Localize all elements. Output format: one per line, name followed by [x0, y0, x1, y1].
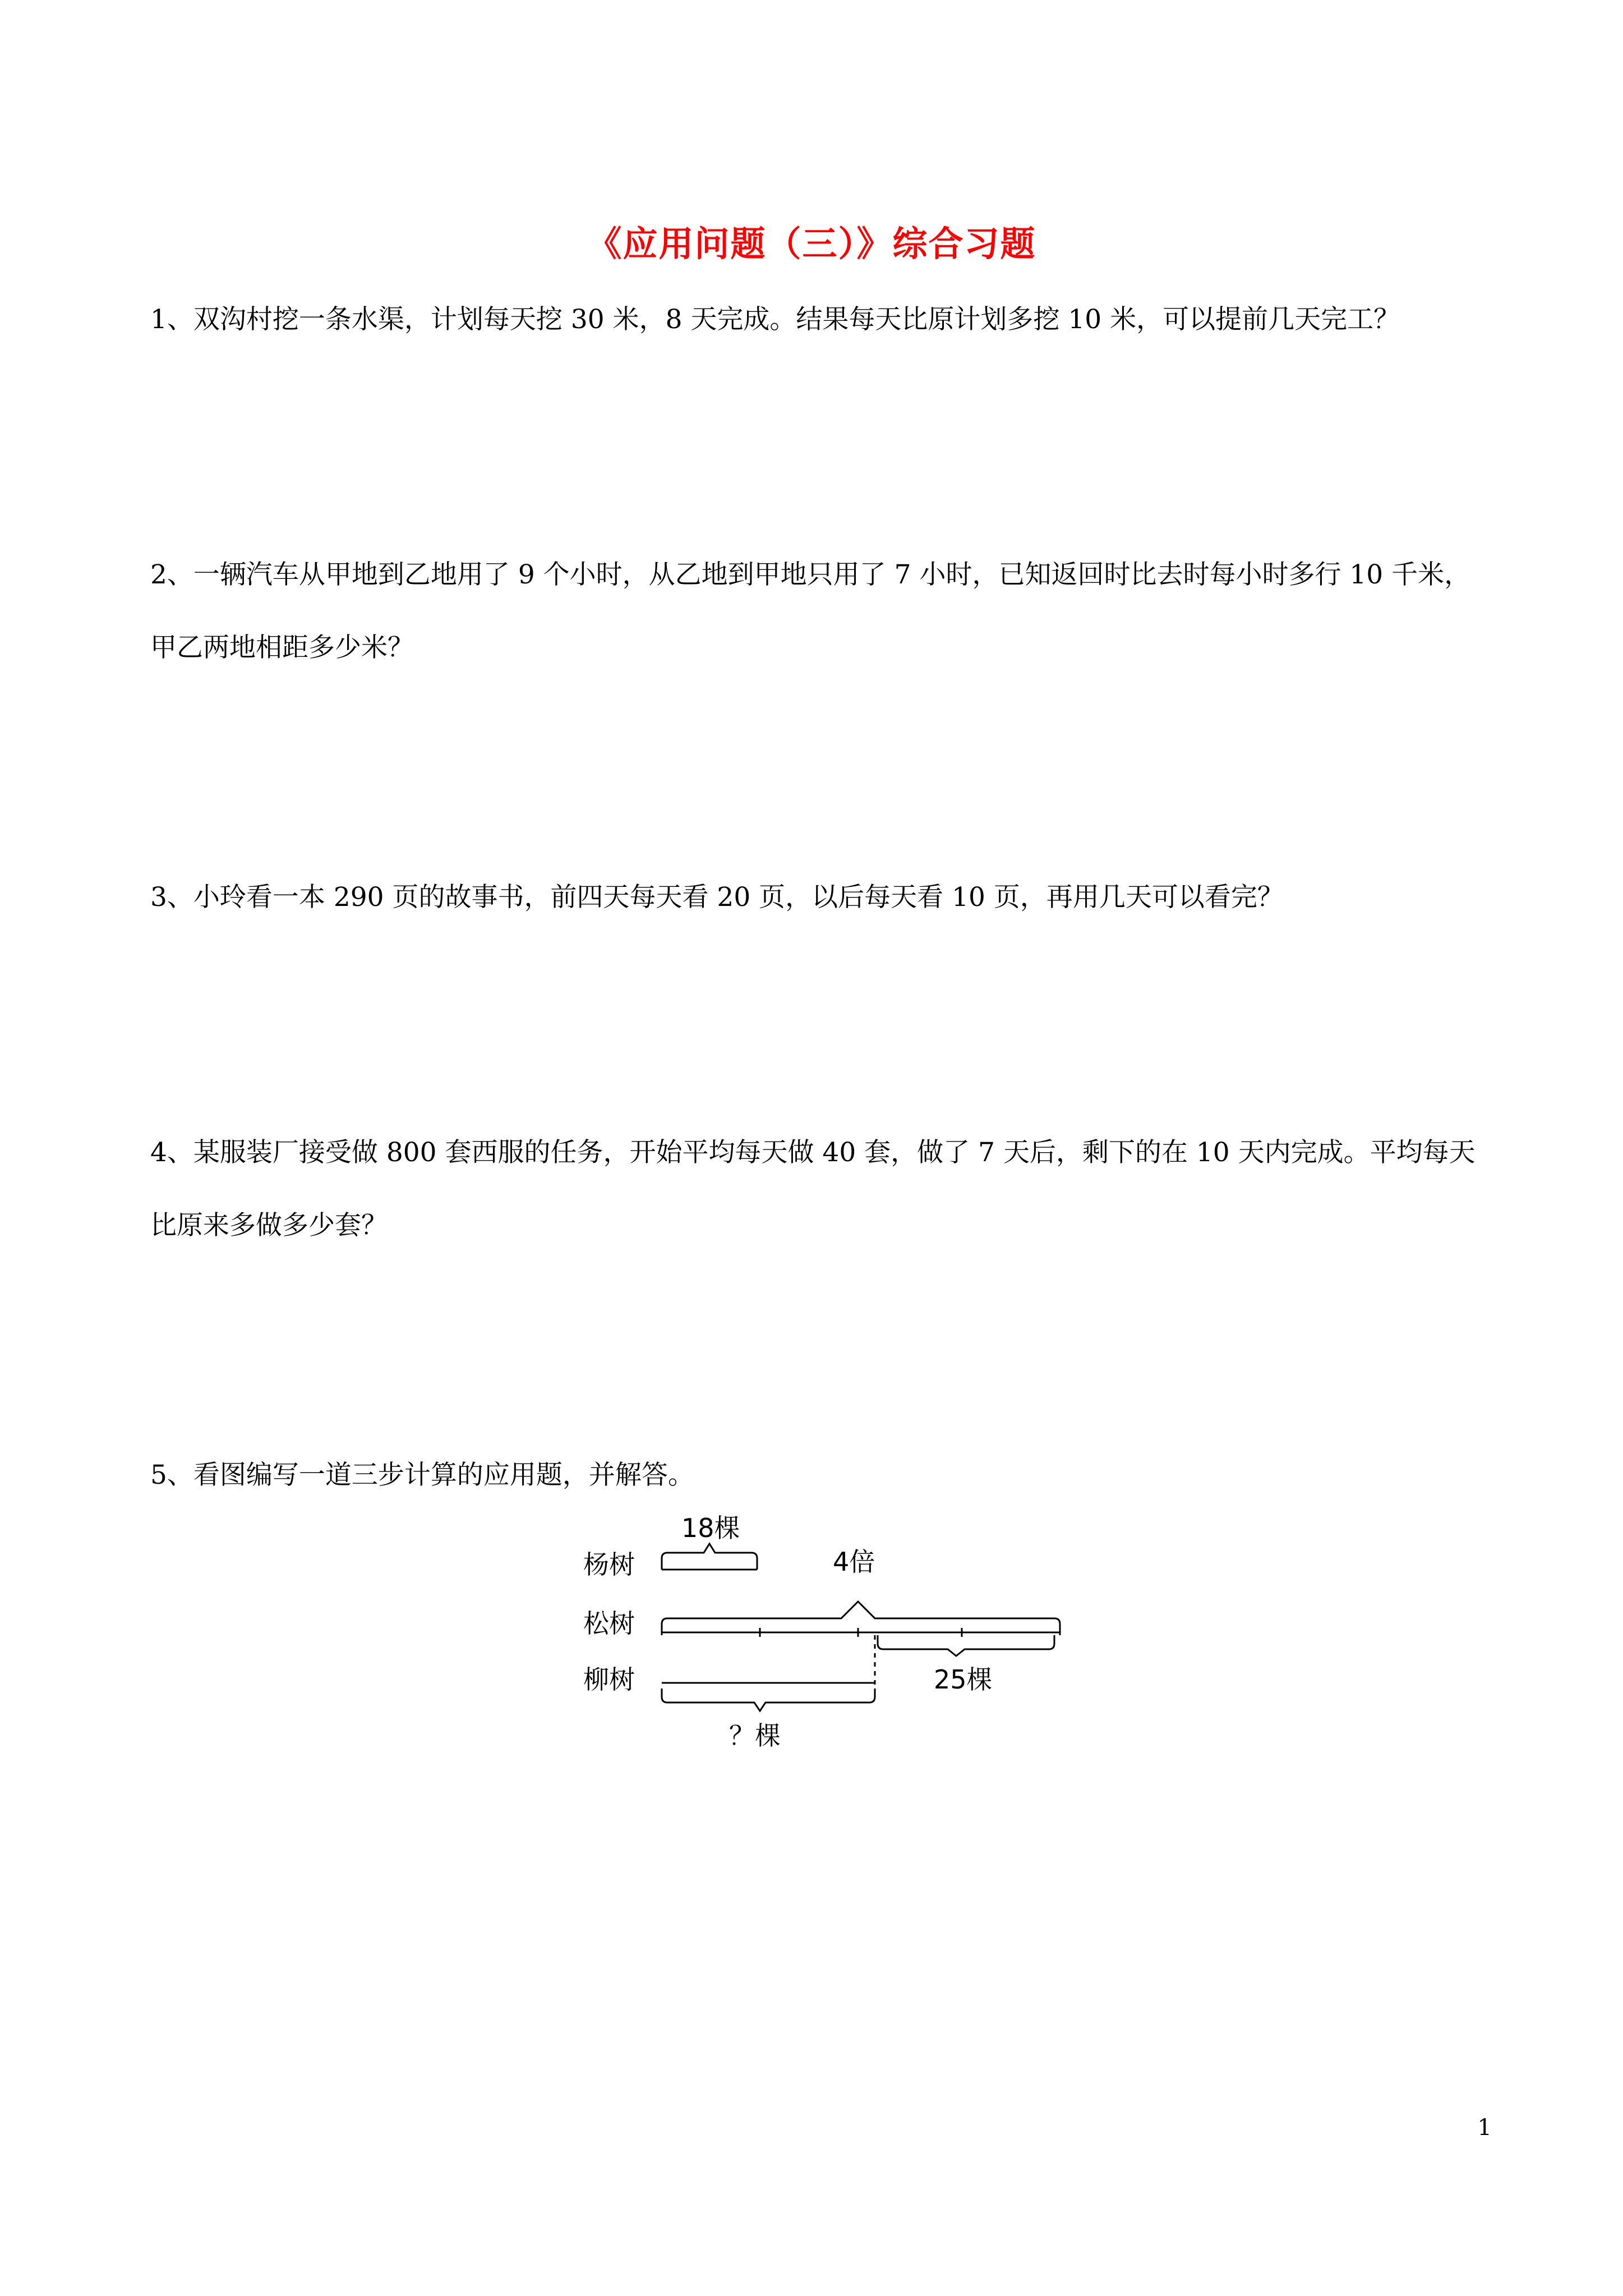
label-pine: 松树 [583, 1608, 635, 1639]
pine-25-brace [878, 1635, 1054, 1656]
label-25-trees: 25棵 [934, 1664, 993, 1695]
willow-question-brace [662, 1688, 875, 1711]
label-willow: 柳树 [583, 1664, 635, 1695]
pine-4x-brace [662, 1602, 1060, 1635]
label-18-trees: 18棵 [681, 1513, 740, 1543]
question-1: 1、双沟村挖一条水渠，计划每天挖 30 米，8 天完成。结果每天比原计划多挖 10 米，可以提前几天完工？ [150, 304, 1400, 335]
label-4-times: 4倍 [833, 1547, 875, 1577]
question-3: 3、小玲看一本 290 页的故事书，前四天每天看 20 页，以后每天看 10 页，再用几天可以看完？ [150, 882, 1284, 913]
label-poplar: 杨树 [583, 1549, 635, 1580]
question-5: 5、看图编写一道三步计算的应用题，并解答。 [150, 1460, 694, 1490]
poplar-brace [662, 1544, 757, 1570]
line-segment-diagram [561, 1509, 1099, 1767]
page-title: 《应用问题（三）》综合习题 [587, 223, 1036, 264]
label-question-trees: ？棵 [729, 1720, 781, 1751]
question-2: 2、一辆汽车从甲地到乙地用了 9 个小时，从乙地到甲地只用了 7 小时，已知返回时比去时每小时多行 10 千米，甲乙两地相距多少米？ [150, 559, 1471, 663]
page-number: 1 [1477, 2115, 1492, 2141]
question-4: 4、某服装厂接受做 800 套西服的任务，开始平均每天做 40 套，做了 7 天后，剩下的在 10 天内完成。平均每天比原来多做多少套？ [150, 1137, 1476, 1241]
